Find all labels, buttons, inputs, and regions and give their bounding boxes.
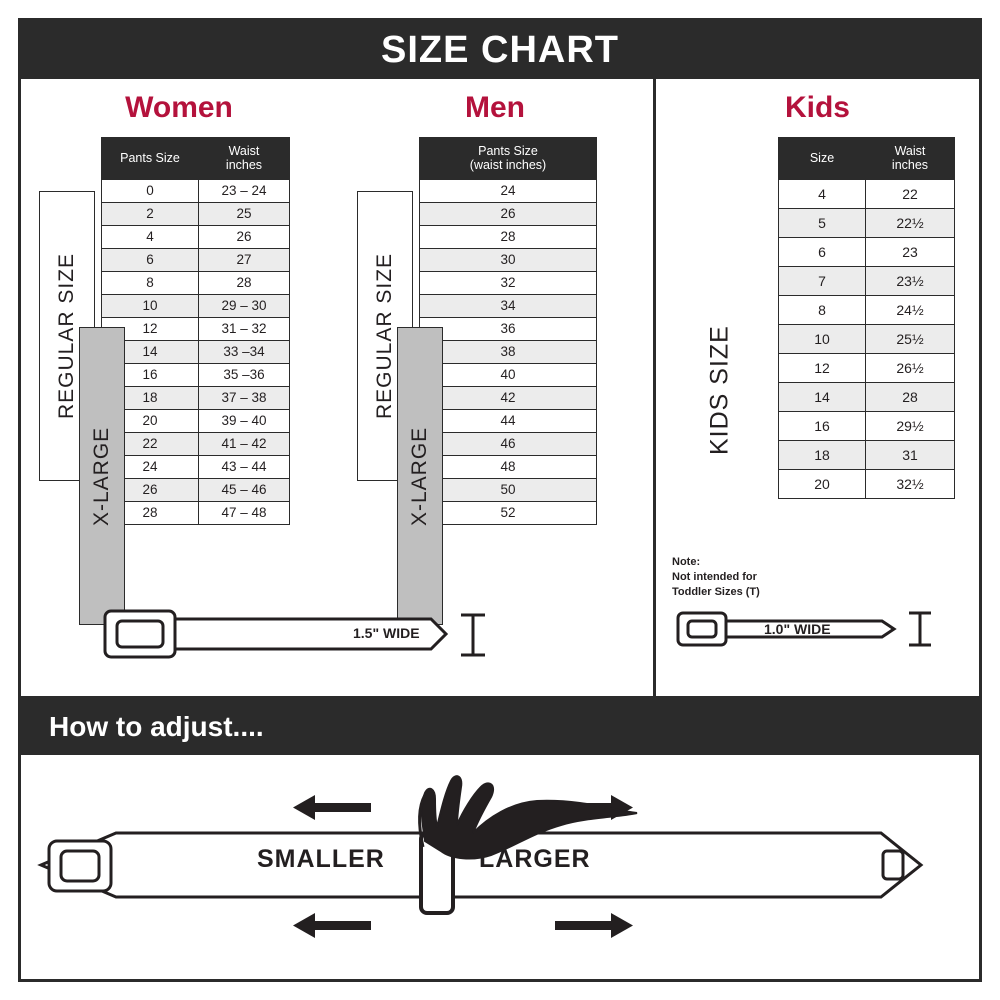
- table-row: [102, 386, 290, 409]
- table-row: [420, 501, 597, 524]
- cell-size: 14: [779, 382, 866, 411]
- cell-size: 8: [102, 271, 199, 294]
- table-row: [420, 363, 597, 386]
- cell-waist: 47 – 48: [199, 501, 290, 524]
- larger-label: LARGER: [479, 845, 591, 873]
- size-tables-region: [21, 79, 979, 699]
- cell-waist: 29 – 30: [199, 294, 290, 317]
- cell-size: 20: [779, 469, 866, 498]
- measure-caliper-icon: [461, 615, 485, 655]
- cell-size: 6: [102, 248, 199, 271]
- cell-size: 24: [420, 179, 597, 202]
- cell-size: 18: [779, 440, 866, 469]
- table-header-row: [420, 138, 597, 180]
- table-row: [420, 248, 597, 271]
- table-row: [779, 382, 955, 411]
- table-row: [102, 202, 290, 225]
- table-row: [102, 501, 290, 524]
- cell-size: 26: [420, 202, 597, 225]
- cell-size: 14: [102, 340, 199, 363]
- table-row: [102, 179, 290, 202]
- table-row: [779, 411, 955, 440]
- kids-size-table: [778, 137, 955, 499]
- cell-waist: 31 – 32: [199, 317, 290, 340]
- cell-size: 42: [420, 386, 597, 409]
- cell-waist: 22: [866, 179, 955, 208]
- men-table-block: [357, 137, 597, 525]
- cell-size: 8: [779, 295, 866, 324]
- cell-size: 0: [102, 179, 199, 202]
- cell-size: 2: [102, 202, 199, 225]
- table-row: [102, 294, 290, 317]
- arrow-right-icon: [555, 913, 633, 938]
- table-row: [420, 340, 597, 363]
- table-row: [102, 317, 290, 340]
- women-col-waist: Waist inches: [199, 138, 290, 180]
- cell-size: 36: [420, 317, 597, 340]
- cell-size: 12: [102, 317, 199, 340]
- cell-size: 16: [779, 411, 866, 440]
- cell-size: 10: [102, 294, 199, 317]
- table-row: [779, 469, 955, 498]
- arrow-left-icon: [293, 913, 371, 938]
- cell-size: 52: [420, 501, 597, 524]
- men-heading: Men: [465, 91, 525, 124]
- table-row: [779, 237, 955, 266]
- table-row: [102, 455, 290, 478]
- table-header-row: [779, 138, 955, 180]
- cell-waist: 25: [199, 202, 290, 225]
- table-row: [102, 478, 290, 501]
- cell-waist: 41 – 42: [199, 432, 290, 455]
- cell-waist: 22½: [866, 208, 955, 237]
- cell-size: 48: [420, 455, 597, 478]
- men-col-pants-size: Pants Size (waist inches): [420, 138, 597, 180]
- cell-size: 28: [420, 225, 597, 248]
- table-header-row: [102, 138, 290, 180]
- kids-col-waist: Waist inches: [866, 138, 955, 180]
- women-xlarge-label: X-LARGE: [79, 327, 125, 625]
- table-row: [779, 324, 955, 353]
- page-title: SIZE CHART: [381, 28, 619, 71]
- cell-size: 32: [420, 271, 597, 294]
- cell-waist: 31: [866, 440, 955, 469]
- men-size-table: [419, 137, 597, 525]
- how-to-adjust-heading: How to adjust....: [49, 711, 264, 742]
- table-row: [420, 455, 597, 478]
- cell-waist: 29½: [866, 411, 955, 440]
- cell-size: 34: [420, 294, 597, 317]
- table-row: [420, 271, 597, 294]
- cell-size: 28: [102, 501, 199, 524]
- table-row: [420, 294, 597, 317]
- cell-size: 30: [420, 248, 597, 271]
- table-row: [102, 363, 290, 386]
- women-side-labels: [39, 137, 113, 526]
- women-table-body: [102, 179, 290, 524]
- belt-buckle-icon: [101, 599, 521, 669]
- cell-waist: 43 – 44: [199, 455, 290, 478]
- table-row: [779, 353, 955, 382]
- how-to-adjust-illustration: [21, 755, 979, 974]
- table-row: [420, 202, 597, 225]
- cell-waist: 35 –36: [199, 363, 290, 386]
- table-row: [779, 295, 955, 324]
- women-heading: Women: [125, 91, 233, 124]
- kids-size-label: KIDS SIZE: [705, 325, 734, 455]
- title-bar: [21, 21, 979, 79]
- cell-size: 4: [779, 179, 866, 208]
- kids-belt-width-label: 1.0" WIDE: [764, 621, 831, 637]
- men-side-labels: [357, 137, 431, 526]
- table-row: [102, 225, 290, 248]
- men-table-body: [420, 179, 597, 524]
- women-regular-size-label: REGULAR SIZE: [39, 191, 95, 481]
- table-row: [102, 432, 290, 455]
- table-row: [779, 208, 955, 237]
- cell-size: 7: [779, 266, 866, 295]
- adult-sizes-column: [21, 79, 656, 696]
- cell-waist: 28: [866, 382, 955, 411]
- cell-waist: 25½: [866, 324, 955, 353]
- cell-size: 10: [779, 324, 866, 353]
- cell-size: 38: [420, 340, 597, 363]
- kids-table-block: [666, 137, 955, 598]
- cell-size: 5: [779, 208, 866, 237]
- cell-waist: 37 – 38: [199, 386, 290, 409]
- adult-belt-illustration: [101, 599, 521, 669]
- cell-size: 40: [420, 363, 597, 386]
- kids-heading: Kids: [784, 91, 850, 124]
- cell-waist: 32½: [866, 469, 955, 498]
- adult-headings: [21, 79, 653, 125]
- cell-size: 44: [420, 409, 597, 432]
- chart-frame: [18, 18, 982, 982]
- table-row: [102, 271, 290, 294]
- belt-tail-hole: [883, 851, 903, 879]
- kids-sizes-column: [656, 79, 979, 696]
- cell-waist: 23: [866, 237, 955, 266]
- kids-side-label-wrap: [666, 137, 778, 598]
- table-row: [420, 478, 597, 501]
- table-row: [102, 340, 290, 363]
- cell-waist: 27: [199, 248, 290, 271]
- kids-col-size: Size: [779, 138, 866, 180]
- table-row: [779, 440, 955, 469]
- cell-size: 6: [779, 237, 866, 266]
- cell-waist: 28: [199, 271, 290, 294]
- cell-size: 24: [102, 455, 199, 478]
- women-table-block: [39, 137, 290, 525]
- kids-table-body: [779, 179, 955, 498]
- cell-waist: 39 – 40: [199, 409, 290, 432]
- men-xlarge-label: X-LARGE: [397, 327, 443, 625]
- cell-size: 4: [102, 225, 199, 248]
- cell-size: 22: [102, 432, 199, 455]
- adult-belt-width-label: 1.5" WIDE: [353, 625, 420, 641]
- table-row: [779, 266, 955, 295]
- kids-note: Note: Not intended for Toddler Sizes (T): [672, 556, 760, 598]
- women-col-pants-size: Pants Size: [102, 138, 199, 180]
- table-row: [420, 409, 597, 432]
- cell-size: 46: [420, 432, 597, 455]
- table-row: [420, 386, 597, 409]
- cell-waist: 23½: [866, 266, 955, 295]
- how-to-adjust-bar: [21, 699, 979, 755]
- cell-waist: 33 –34: [199, 340, 290, 363]
- cell-size: 12: [779, 353, 866, 382]
- cell-waist: 24½: [866, 295, 955, 324]
- table-row: [420, 225, 597, 248]
- men-regular-size-label: REGULAR SIZE: [357, 191, 413, 481]
- cell-waist: 26½: [866, 353, 955, 382]
- table-row: [420, 432, 597, 455]
- cell-size: 16: [102, 363, 199, 386]
- table-row: [420, 179, 597, 202]
- cell-size: 18: [102, 386, 199, 409]
- table-row: [779, 179, 955, 208]
- cell-size: 50: [420, 478, 597, 501]
- kids-belt-illustration: [674, 599, 954, 659]
- cell-waist: 45 – 46: [199, 478, 290, 501]
- smaller-label: SMALLER: [257, 845, 385, 873]
- women-size-table: [101, 137, 290, 525]
- cell-size: 26: [102, 478, 199, 501]
- table-row: [102, 409, 290, 432]
- cell-waist: 26: [199, 225, 290, 248]
- measure-caliper-icon: [909, 613, 931, 645]
- cell-waist: 23 – 24: [199, 179, 290, 202]
- table-row: [102, 248, 290, 271]
- table-row: [420, 317, 597, 340]
- cell-size: 20: [102, 409, 199, 432]
- arrow-left-icon: [293, 795, 371, 820]
